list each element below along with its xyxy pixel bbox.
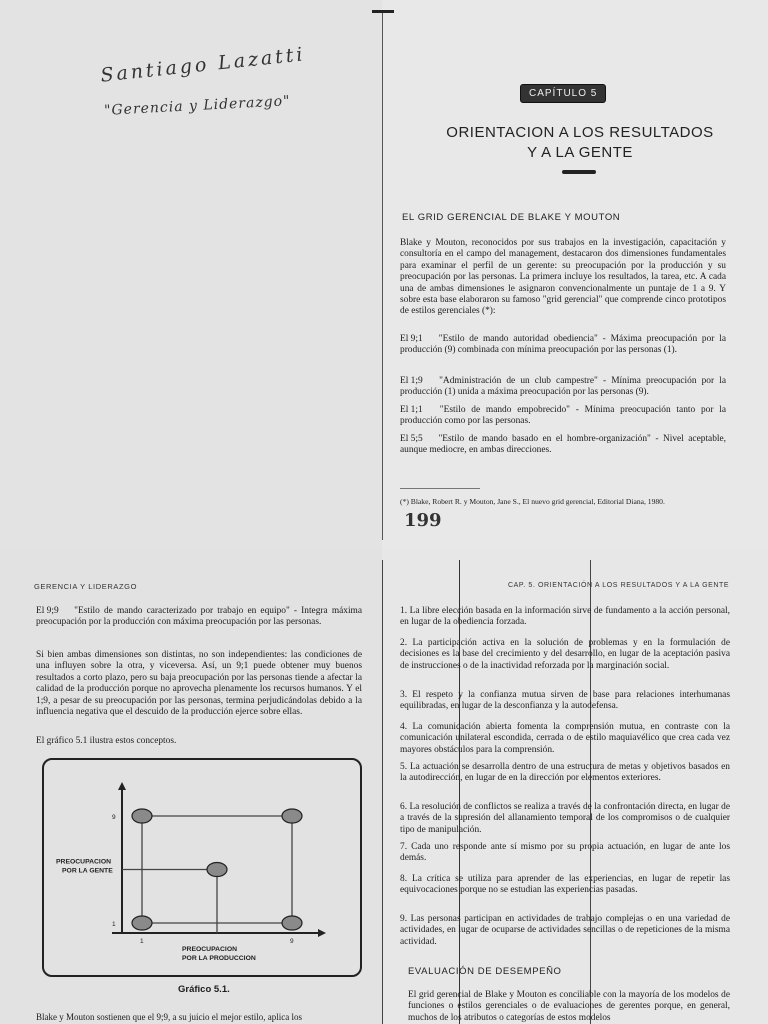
handwritten-page-number: 199 xyxy=(404,510,442,531)
style-text: "Estilo de mando caracterizado por trabajo en equipo" - Integra máxima preocupación por la producción con máxima preocupación por las personas. xyxy=(36,606,363,628)
data-point xyxy=(132,916,152,930)
y-tick-label: 1 xyxy=(112,921,116,928)
y-axis-label-line2: POR LA GENTE xyxy=(62,867,113,875)
y-tick-label: 9 xyxy=(112,814,116,821)
principle-item: 1. La libre elección basada en la información sirve de fundamento a la acción personal, en lugar de la obediencia forzada. xyxy=(400,606,730,628)
x-axis-label-line2: POR LA PRODUCCION xyxy=(182,955,256,962)
column-line-2 xyxy=(590,560,591,1024)
footnote: (*) Blake, Robert R. y Mouton, Jane S., El nuevo grid gerencial, Editorial Diana, 1980. xyxy=(400,497,665,506)
left-paragraph-2: El gráfico 5.1 ilustra estos conceptos. xyxy=(36,736,177,746)
bottom-gutter-line xyxy=(382,560,383,1024)
style-item-1-9 xyxy=(400,376,726,399)
page-header-left: GERENCIA Y LIDERAZGO xyxy=(34,582,137,591)
principle-item: 2. La participación activa en la solución de problemas y en la formulación de decisiones es la base del crecimiento y del desarrollo, en lugar de la aceptación pasiva de instrucciones o de la inactividad reforzada por la marginación social. xyxy=(400,638,730,671)
title-ornament xyxy=(562,170,596,174)
style-code: El 9;1 xyxy=(400,334,423,344)
style-item-9-1 xyxy=(400,334,726,357)
principle-item: 3. El respeto y la confianza mutua sirven de base para relaciones interhumanas equilibradas, en lugar de la desconfianza y la autodefensa. xyxy=(400,690,730,712)
section-heading-grid: EL GRID GERENCIAL DE BLAKE Y MOUTON xyxy=(402,212,621,223)
style-text: "Estilo de mando basado en el hombre-organización" - Nivel aceptable, aunque mediocre, en ambas direcciones. xyxy=(400,434,727,456)
section-intro-paragraph: Blake y Mouton, reconocidos por sus trabajos en la investigación, capacitación y consultoría en el campo del management, destacaron dos dimensiones fundamentales para examinar el perfil de un gerente: su preocupación por la producción y su preocupación por las personas. La primera incluye los resultados, la tarea, etc. A cada una de ambas dimensiones le asignaron convencionalmente un puntaje de 1 a 9. Y sobre esta base elaboraron su famoso "grid gerencial" que comprende cinco prototipos de estilos gerenciales (*): xyxy=(400,238,726,317)
data-point xyxy=(207,863,227,877)
chapter-title-line2: Y A LA GENTE xyxy=(527,144,633,161)
x-axis-arrow xyxy=(318,929,326,937)
evaluation-paragraph: El grid gerencial de Blake y Mouton es conciliable con la mayoría de los modelos de funciones o estilos gerenciales o de evaluaciones de gerentes porque, en general, muchos de los atributos o categorías de estos modelos xyxy=(408,990,730,1023)
principle-item: 5. La actuación se desarrolla dentro de una estructura de metas y objetivos basados en la autodirección, en lugar de en la dirección por elementos exteriores. xyxy=(400,762,730,784)
data-point xyxy=(132,809,152,823)
principle-item: 9. Las personas participan en actividades de trabajo complejas o en una variedad de actividades, en lugar de ocuparse de actividades sencillas o de repeticiones de la misma actividad. xyxy=(400,914,730,947)
data-point xyxy=(282,916,302,930)
handwritten-book-title: "Gerencia y Liderazgo" xyxy=(103,93,291,119)
section-heading-evaluation: EVALUACIÓN DE DESEMPEÑO xyxy=(408,966,562,977)
style-text: "Administración de un club campestre" - Mínima preocupación por la producción (1) unida a máxima preocupación por las personas (9). xyxy=(400,376,726,398)
x-axis-label: PREOCUPACION xyxy=(182,946,238,953)
left-paragraph-1: Si bien ambas dimensiones son distintas, no son independientes: las condiciones de una influyen sobre la otra, y viceversa. Así, un 9;1 puede obtener muy buenos resultados a corto plazo, pero su baja preocupación por las personas tiende a afectar la calidad de la producción porque no aprovecha plenamente los recursos humanos. Y el 1;9, a pesar de su preocupación por las personas, termina perjudicándolas debido a la influencia negativa que el descuido de la producción ejerce sobre ellas. xyxy=(36,650,362,718)
data-point xyxy=(282,809,302,823)
x-tick-label: 1 xyxy=(140,938,144,945)
principle-item: 6. La resolución de conflictos se realiza a través de la confrontación directa, en lugar de a través de la supresión del allanamiento temporal de los compromisos o de cualquier tipo de manipulación. xyxy=(400,802,730,835)
x-tick-label: 9 xyxy=(290,938,294,945)
column-line xyxy=(459,560,460,1024)
cover-page xyxy=(0,0,382,548)
style-code: El 1;1 xyxy=(400,405,423,415)
style-text: "Estilo de mando autoridad obediencia" - Máxima preocupación por la producción (9) combinada con mínima preocupación por las personas (1). xyxy=(400,334,726,356)
top-gutter-line xyxy=(382,10,383,540)
style-code: El 9;9 xyxy=(36,606,59,616)
principle-item: 8. La crítica se utiliza para aprender de las experiencias, en lugar de repetir las equivocaciones porque no se estudian las experiencias pasadas. xyxy=(400,874,730,896)
chapter-label: CAPÍTULO 5 xyxy=(520,84,606,103)
style-code: El 1;9 xyxy=(400,376,423,386)
chapter-title-line1: ORIENTACION A LOS RESULTADOS xyxy=(446,124,714,141)
style-text: "Estilo de mando empobrecido" - Mínima preocupación tanto por la producción como por las personas. xyxy=(400,405,727,427)
top-clip-mark xyxy=(372,10,394,13)
style-code: El 5;5 xyxy=(400,434,423,444)
handwritten-author: Santiago Lazatti xyxy=(99,43,307,87)
style-item-5-5 xyxy=(400,434,726,457)
left-last-line: Blake y Mouton sostienen que el 9;9, a su juicio el mejor estilo, aplica los xyxy=(36,1012,302,1022)
y-axis-arrow xyxy=(118,782,126,790)
chart-caption: Gráfico 5.1. xyxy=(178,984,230,995)
y-axis-label: PREOCUPACION xyxy=(56,858,112,866)
page-header-right: CAP. 5. ORIENTACIÓN A LOS RESULTADOS Y A LA GENTE xyxy=(508,582,730,589)
style-item-1-1 xyxy=(400,405,726,428)
footnote-rule xyxy=(400,488,480,489)
style-item-9-9 xyxy=(36,606,362,629)
principle-item: 7. Cada uno responde ante sí mismo por su propia actuación, en lugar de ante los demás. xyxy=(400,842,730,864)
principle-item: 4. La comunicación abierta fomenta la comprensión mutua, en contraste con la comunicación unilateral escondida, cerrada o de estilo maquiavélico que crea cada vez mayores obstáculos para la comprensión. xyxy=(400,722,730,755)
grid-chart xyxy=(42,758,358,973)
